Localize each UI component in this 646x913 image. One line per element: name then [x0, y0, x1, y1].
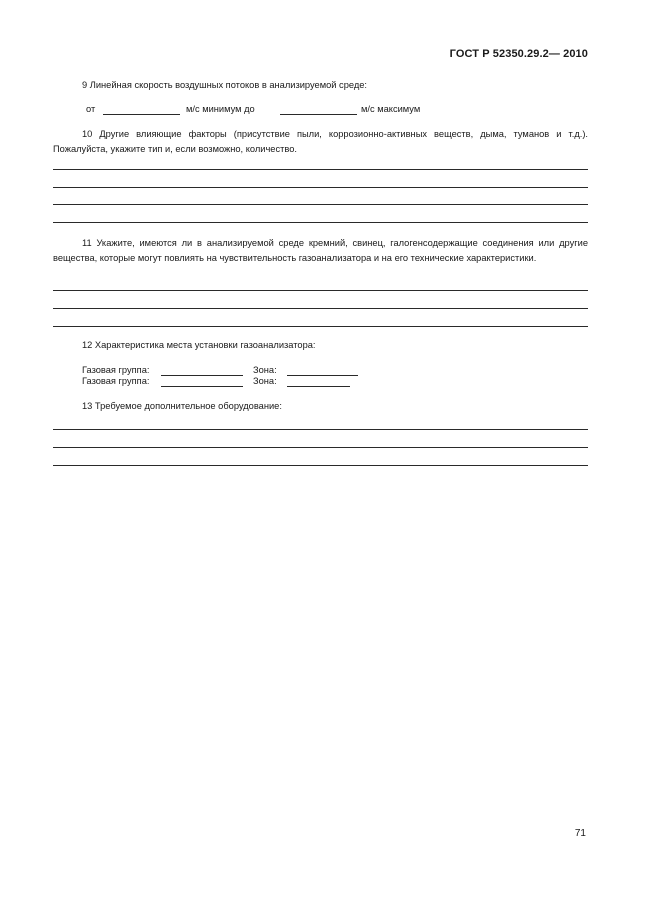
q13-answer-line[interactable] — [53, 429, 588, 430]
q9-from-label: от — [86, 104, 96, 114]
q10-answer-line[interactable] — [53, 204, 588, 205]
q12-gas-group-label: Газовая группа: — [82, 365, 150, 375]
q12-text: 12 Характеристика места установки газоанализатора: — [82, 340, 316, 350]
q10-answer-line[interactable] — [53, 222, 588, 223]
q11-answer-line[interactable] — [53, 326, 588, 327]
q13-answer-line[interactable] — [53, 447, 588, 448]
q12-gas-group-label: Газовая группа: — [82, 376, 150, 386]
q10-answer-line[interactable] — [53, 187, 588, 188]
q9-text: 9 Линейная скорость воздушных потоков в анализируемой среде: — [82, 80, 368, 90]
q9-min-speed-field[interactable] — [103, 114, 180, 115]
q11-text: 11 Укажите, имеются ли в анализируемой среде кремний, свинец, галогенсодержащие соединения или другие вещества, которые могут повлиять на чувствительность газоанализатора и на его технические характеристики. — [53, 238, 588, 263]
q12-gas-group-field[interactable] — [161, 386, 243, 387]
document-header: ГОСТ Р 52350.29.2— 2010 — [449, 48, 588, 60]
q9-max-label: м/с максимум — [361, 104, 421, 114]
q10-answer-line[interactable] — [53, 169, 588, 170]
q12-zone-field[interactable] — [287, 386, 350, 387]
q12-zone-label: Зона: — [253, 365, 277, 375]
q12-zone-label: Зона: — [253, 376, 277, 386]
q13-answer-line[interactable] — [53, 465, 588, 466]
q12-zone-field[interactable] — [287, 375, 358, 376]
q13-text: 13 Требуемое дополнительное оборудование: — [82, 401, 282, 411]
q11-answer-line[interactable] — [53, 308, 588, 309]
q9-min-label: м/с минимум до — [186, 104, 255, 114]
q11-answer-line[interactable] — [53, 290, 588, 291]
page-number: 71 — [574, 828, 586, 839]
q10-text: 10 Другие влияющие факторы (присутствие пыли, коррозионно-активных веществ, дыма, туманов и т.д.). Пожалуйста, укажите тип и, если возможно, количество. — [53, 129, 588, 154]
q9-max-speed-field[interactable] — [280, 114, 357, 115]
q12-gas-group-field[interactable] — [161, 375, 243, 376]
